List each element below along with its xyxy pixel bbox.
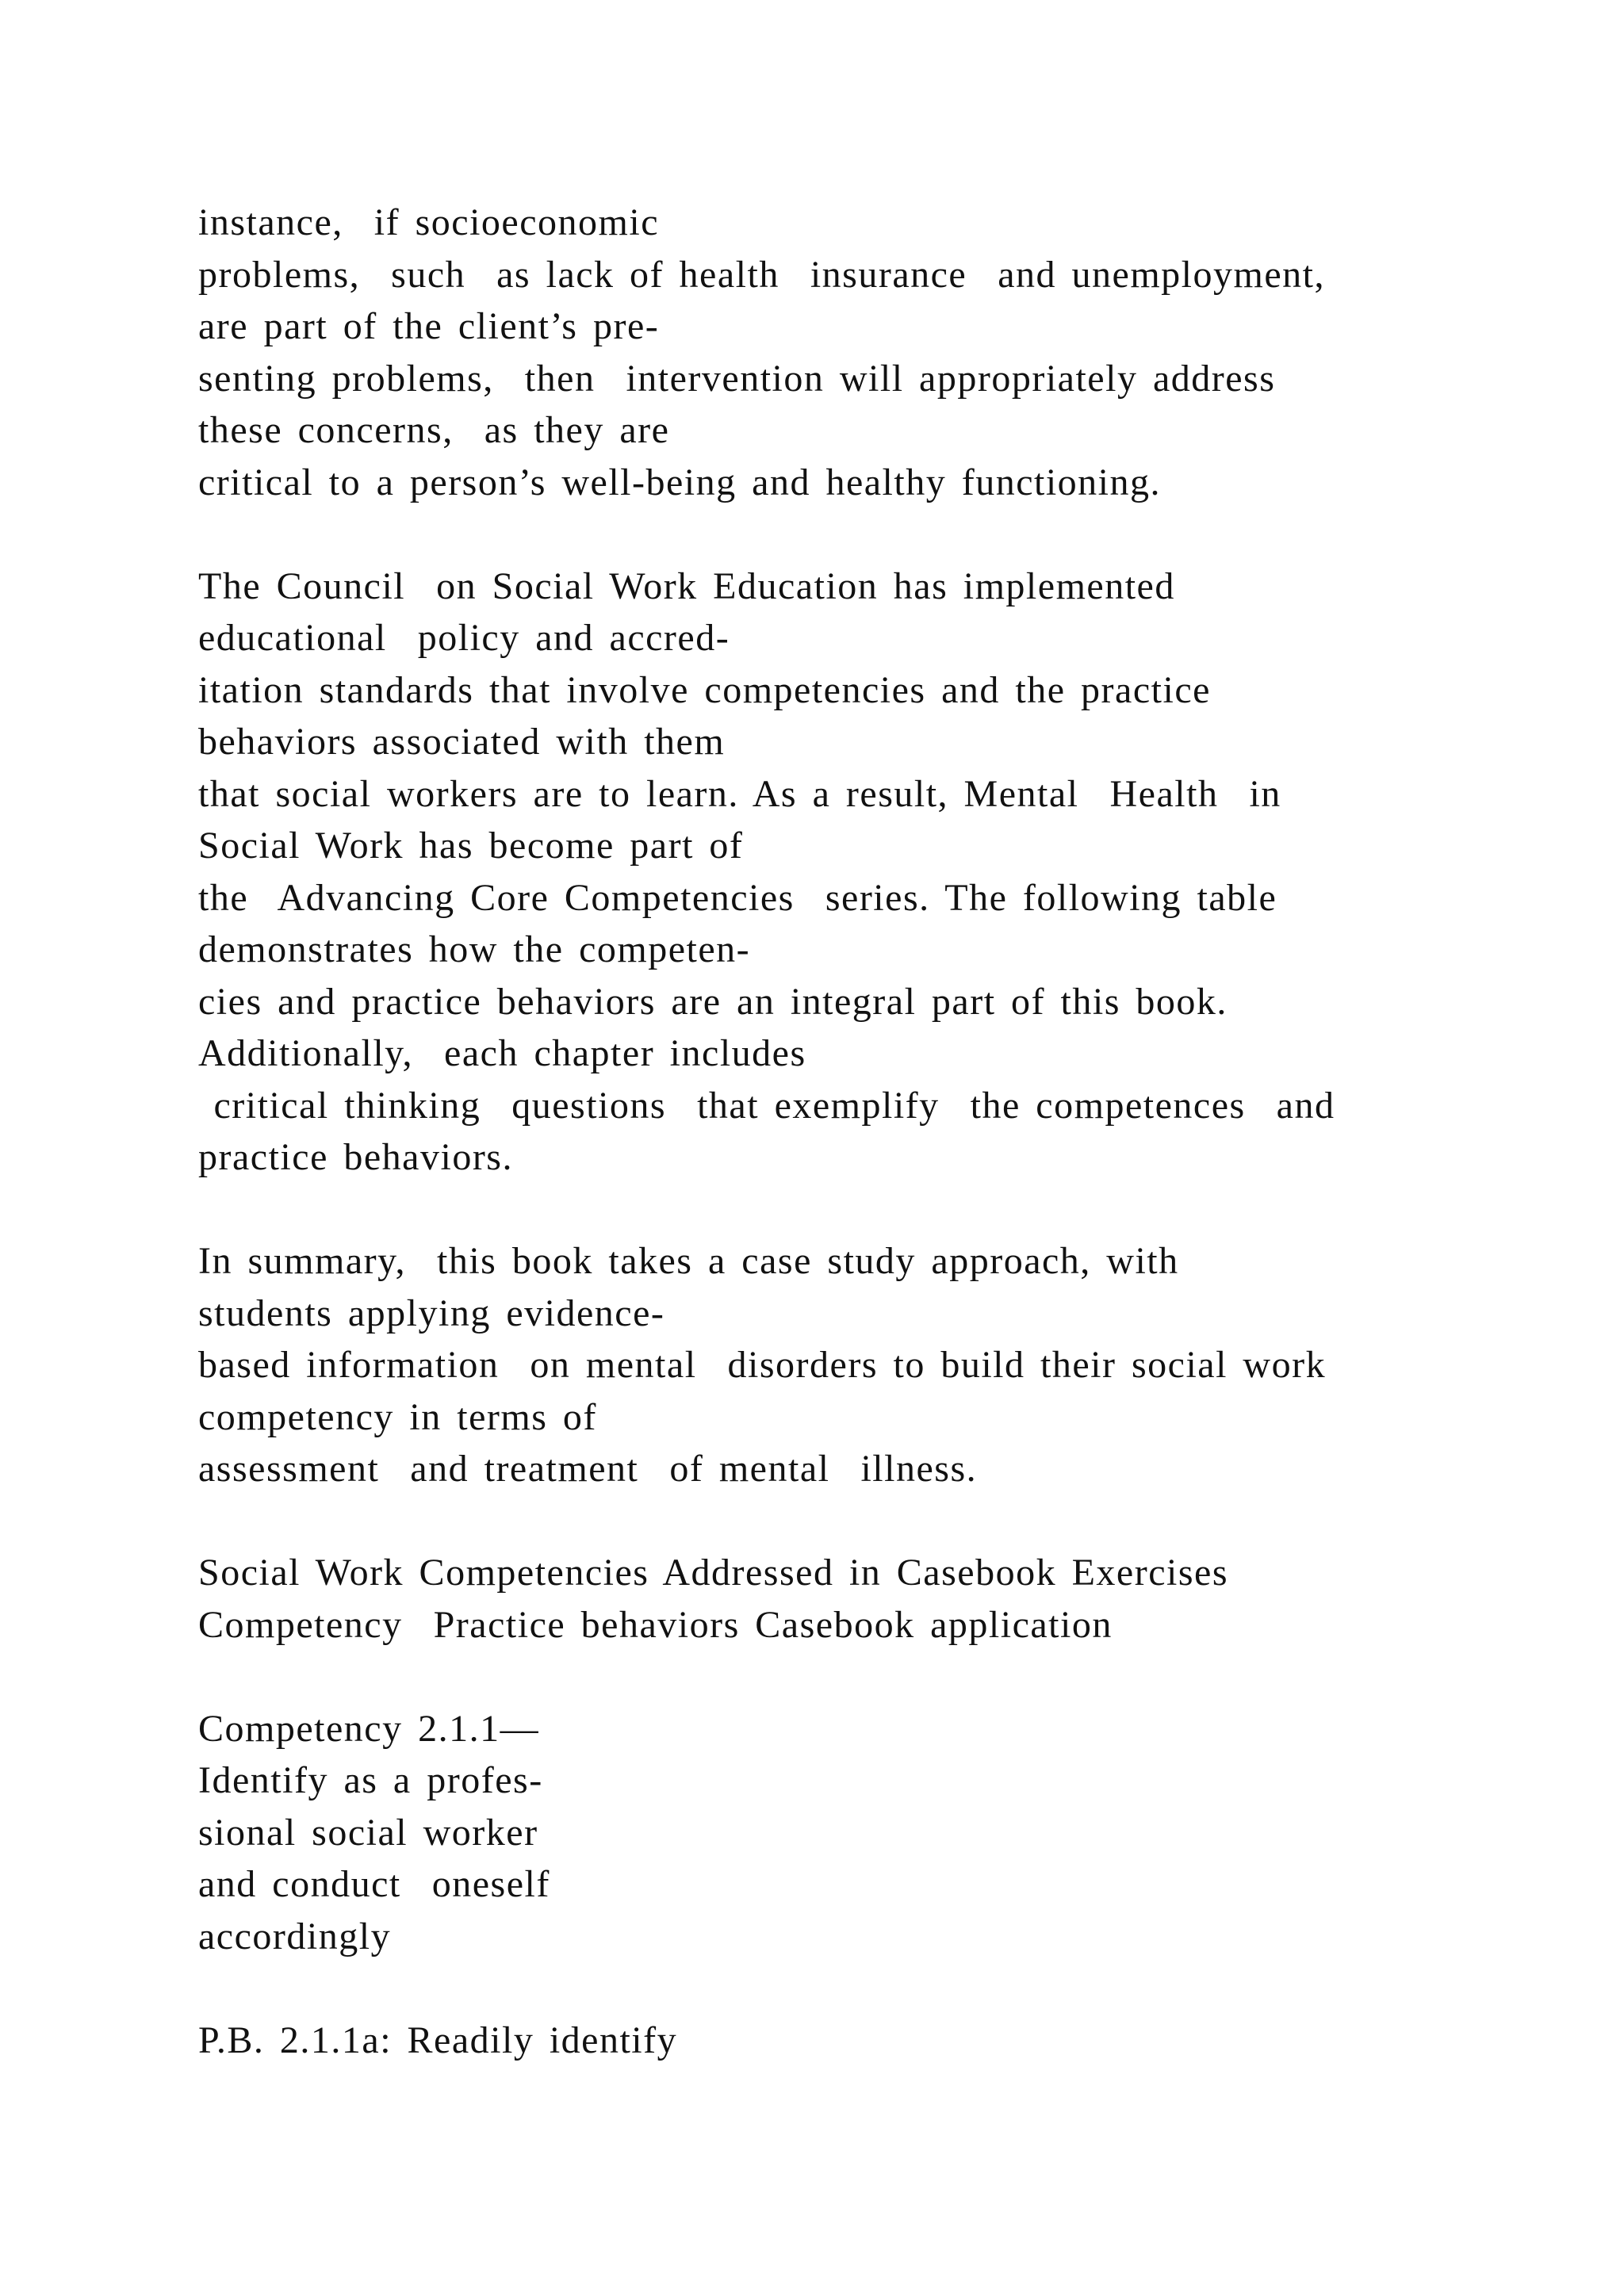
text-line: students applying evidence- [198,1292,665,1334]
text-line: the Advancing Core Competencies series. The following table [198,876,1277,919]
text-line: instance, if socioeconomic [198,201,659,243]
paragraph-cswe-standards [198,561,1546,1184]
paragraph-socioeconomic [198,197,1546,508]
text-line: are part of the client’s pre- [198,305,660,347]
paragraph-spacer [198,1495,1546,1548]
text-line: and conduct oneself [198,1863,550,1905]
paragraph-spacer [198,1651,1546,1703]
paragraph-summary [198,1235,1546,1495]
text-line: critical to a person’s well-being and healthy functioning. [198,461,1162,503]
practice-behavior-cell [198,2015,1546,2067]
text-line: sional social worker [198,1811,538,1854]
text-line: educational policy and accred- [198,617,730,659]
text-line: P.B. 2.1.1a: Readily identify [198,2019,678,2061]
table-column-headers: Competency Practice behaviors Casebook application [198,1603,1113,1646]
text-line: The Council on Social Work Education has implemented [198,564,1175,607]
text-line: accordingly [198,1915,392,1957]
table-heading [198,1547,1546,1651]
text-line: itation standards that involve competencies and the practice [198,668,1211,711]
text-line: In summary, this book takes a case study approach, with [198,1240,1179,1282]
text-line: based information on mental disorders to build their social work [198,1344,1327,1386]
text-line: Social Work has become part of [198,825,744,867]
text-line: behaviors associated with them [198,721,726,763]
paragraph-spacer [198,1184,1546,1236]
text-line: these concerns, as they are [198,409,670,451]
paragraph-spacer [198,1962,1546,2015]
document-body [198,197,1546,2066]
paragraph-spacer [198,508,1546,561]
text-line: cies and practice behaviors are an integral part of this book. [198,980,1228,1023]
text-line: Identify as a profes- [198,1759,543,1801]
text-line: assessment and treatment of mental illness. [198,1448,978,1490]
text-line: Additionally, each chapter includes [198,1032,806,1074]
competency-cell [198,1703,1546,1963]
text-line: problems, such as lack of health insurance and unemployment, [198,253,1325,296]
text-line: competency in terms of [198,1395,597,1438]
table-title: Social Work Competencies Addressed in Casebook Exercises [198,1552,1228,1594]
text-line: critical thinking questions that exemplify the competences and [198,1084,1335,1127]
text-line: Competency 2.1.1— [198,1707,540,1750]
text-line: demonstrates how the competen- [198,928,751,970]
text-line: senting problems, then intervention will appropriately address [198,357,1276,400]
text-line: that social workers are to learn. As a result, Mental Health in [198,772,1281,815]
text-line: practice behaviors. [198,1136,513,1178]
